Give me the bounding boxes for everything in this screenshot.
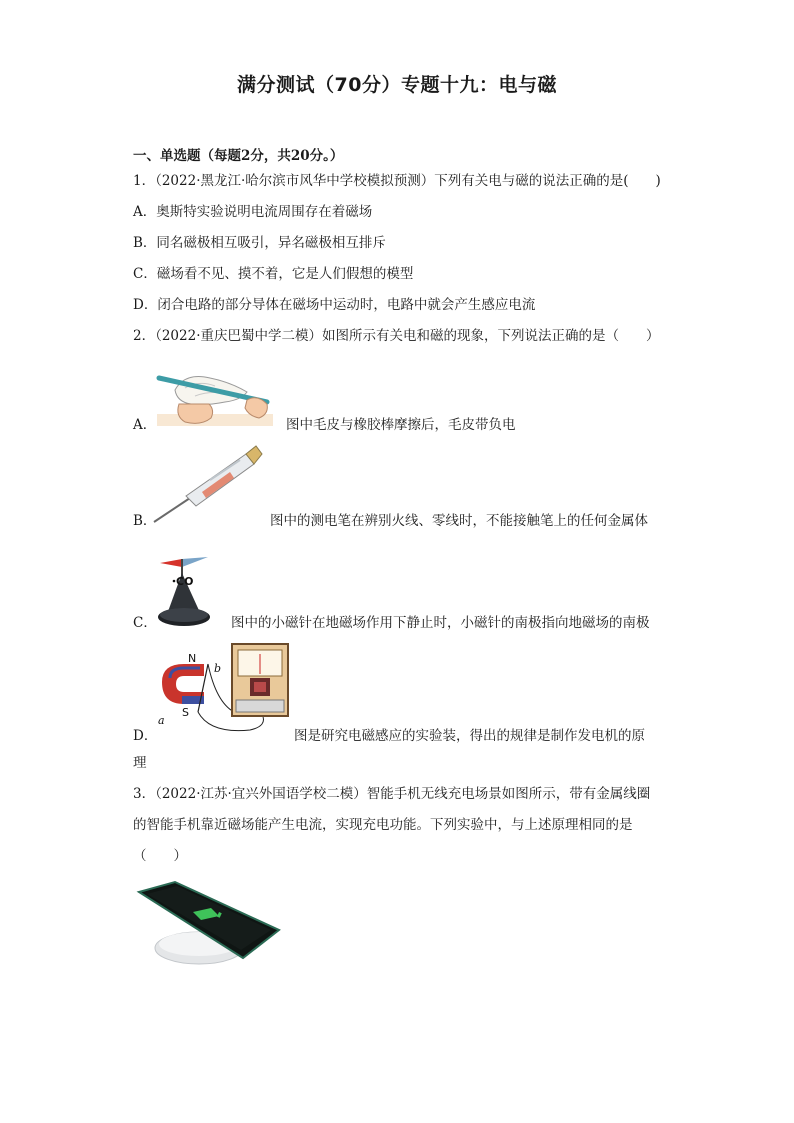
q2-stem: 2．（2022·重庆巴蜀中学二模）如图所示有关电和磁的现象，下列说法正确的是（ ）: [133, 328, 660, 344]
q1-option-d: D．闭合电路的部分导体在磁场中运动时，电路中就会产生感应电流: [133, 297, 536, 313]
q2-option-d-text-continued: 理: [133, 755, 147, 771]
q2-option-a-letter: A．: [133, 417, 157, 433]
q2-option-c-letter: C．: [133, 615, 157, 631]
q2-option-b-text: 图中的测电笔在辨别火线、零线时，不能接触笔上的任何金属体: [270, 513, 648, 529]
q2-option-c-text: 图中的小磁针在地磁场作用下静止时，小磁针的南极指向地磁场的南极: [231, 615, 650, 631]
section-heading: 一、单选题（每题2分，共20分。）: [133, 148, 344, 164]
q3-stem-line-1: 3．（2022·江苏·宜兴外国语学校二模）智能手机无线充电场景如图所示，带有金属线圈: [133, 786, 651, 802]
wire-end-b-label: b: [214, 662, 222, 675]
q3-stem-line-3: （ ）: [133, 848, 187, 864]
q2-option-b-letter: B．: [133, 513, 157, 529]
q1-option-c: C．磁场看不见、摸不着，它是人们假想的模型: [133, 266, 414, 282]
page-title: 满分测试（70分）专题十九：电与磁: [237, 74, 557, 96]
q2-option-d-letter: D．: [133, 728, 158, 744]
electromagnetic-induction-figure: [150, 642, 290, 738]
q2-option-d-text: 图是研究电磁感应的实验装，得出的规律是制作发电机的原: [294, 728, 645, 744]
magnet-n-label: N: [188, 652, 197, 665]
magnet-s-label: S: [182, 706, 189, 719]
compass-needle-figure: [152, 545, 228, 629]
wireless-charging-phone-figure: [135, 878, 281, 970]
q1-stem: 1．（2022·黑龙江·哈尔滨市风华中学校模拟预测）下列有关电与磁的说法正确的是( ): [133, 173, 661, 189]
compass-figure-text: CO: [176, 575, 194, 588]
q1-option-a: A．奥斯特实验说明电流周围存在着磁场: [133, 204, 373, 220]
q2-option-a-text: 图中毛皮与橡胶棒摩擦后，毛皮带负电: [286, 417, 516, 433]
q3-stem-line-2: 的智能手机靠近磁场能产生电流，实现充电功能。下列实验中，与上述原理相同的是: [133, 817, 633, 833]
fur-rubbing-rod-figure: [155, 360, 275, 428]
q1-option-b: B．同名磁极相互吸引，异名磁极相互排斥: [133, 235, 386, 251]
wire-end-a-label: a: [158, 714, 165, 727]
test-pen-figure: [150, 440, 266, 526]
